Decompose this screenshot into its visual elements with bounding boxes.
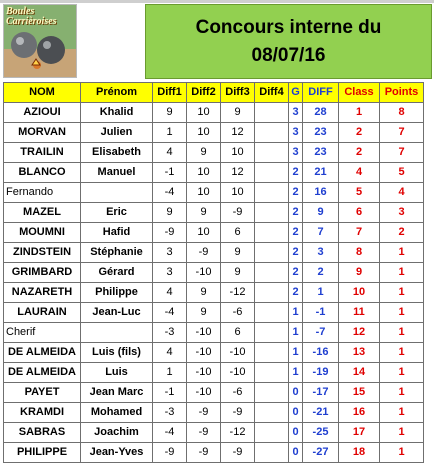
table-row xyxy=(4,143,424,163)
header-diff2[interactable]: Diff2 xyxy=(187,83,221,103)
cell-diff1[interactable]: 4 xyxy=(153,143,187,163)
cell-diff1[interactable]: 9 xyxy=(153,203,187,223)
cell-diff3[interactable]: -9 xyxy=(221,443,255,463)
cell-diff2[interactable]: -10 xyxy=(187,263,221,283)
cell-diff4[interactable] xyxy=(255,203,289,223)
table-row xyxy=(4,423,424,443)
cell-nom[interactable]: Cherif xyxy=(4,323,81,343)
cell-points[interactable]: 1 xyxy=(380,383,424,403)
cell-class[interactable]: 17 xyxy=(339,423,380,443)
cell-diff3[interactable]: 9 xyxy=(221,263,255,283)
header-prenom[interactable]: Prénom xyxy=(81,83,153,103)
cell-class[interactable]: 13 xyxy=(339,343,380,363)
cell-diff3[interactable]: 9 xyxy=(221,103,255,123)
cell-diff4[interactable] xyxy=(255,243,289,263)
table-row xyxy=(4,283,424,303)
cell-diff-total[interactable]: -1 xyxy=(303,303,339,323)
cell-prenom[interactable]: Mohamed xyxy=(81,403,153,423)
cell-points[interactable]: 1 xyxy=(380,363,424,383)
cell-prenom[interactable]: Manuel xyxy=(81,163,153,183)
table-body xyxy=(4,103,424,463)
cell-g[interactable]: 1 xyxy=(289,343,303,363)
header-diff3[interactable]: Diff3 xyxy=(221,83,255,103)
cell-diff2[interactable]: -9 xyxy=(187,403,221,423)
cell-prenom[interactable]: Elisabeth xyxy=(81,143,153,163)
cell-prenom[interactable]: Julien xyxy=(81,123,153,143)
cell-diff-total[interactable]: 23 xyxy=(303,123,339,143)
cell-diff-total[interactable]: -16 xyxy=(303,343,339,363)
cell-nom[interactable]: KRAMDI xyxy=(4,403,81,423)
cell-diff4[interactable] xyxy=(255,323,289,343)
cell-class[interactable]: 5 xyxy=(339,183,380,203)
cell-diff2[interactable]: -9 xyxy=(187,243,221,263)
cell-nom[interactable]: BLANCO xyxy=(4,163,81,183)
cell-g[interactable]: 1 xyxy=(289,363,303,383)
cell-diff1[interactable]: 9 xyxy=(153,103,187,123)
cell-points[interactable]: 1 xyxy=(380,303,424,323)
cell-diff4[interactable] xyxy=(255,363,289,383)
cell-diff1[interactable]: -1 xyxy=(153,383,187,403)
cell-points[interactable]: 1 xyxy=(380,263,424,283)
cell-points[interactable]: 1 xyxy=(380,243,424,263)
cell-points[interactable]: 1 xyxy=(380,423,424,443)
cell-g[interactable]: 3 xyxy=(289,143,303,163)
cell-diff-total[interactable]: 23 xyxy=(303,143,339,163)
table-row xyxy=(4,363,424,383)
cell-diff4[interactable] xyxy=(255,103,289,123)
cell-nom[interactable]: PHILIPPE xyxy=(4,443,81,463)
table-row xyxy=(4,303,424,323)
cell-diff1[interactable]: -4 xyxy=(153,303,187,323)
cell-diff3[interactable]: 10 xyxy=(221,183,255,203)
cell-diff4[interactable] xyxy=(255,143,289,163)
table-row xyxy=(4,443,424,463)
title-line-1: Concours interne du xyxy=(195,17,382,38)
cell-g[interactable]: 0 xyxy=(289,443,303,463)
cell-diff4[interactable] xyxy=(255,443,289,463)
table-row xyxy=(4,323,424,343)
table-row xyxy=(4,263,424,283)
cell-diff4[interactable] xyxy=(255,423,289,443)
cell-diff1[interactable]: -9 xyxy=(153,443,187,463)
club-logo xyxy=(3,4,77,78)
cell-diff-total[interactable]: -17 xyxy=(303,383,339,403)
cell-points[interactable]: 1 xyxy=(380,443,424,463)
cell-class[interactable]: 14 xyxy=(339,363,380,383)
cell-g[interactable]: 2 xyxy=(289,163,303,183)
header-diff1[interactable]: Diff1 xyxy=(153,83,187,103)
cell-nom[interactable]: LAURAIN xyxy=(4,303,81,323)
cell-diff4[interactable] xyxy=(255,263,289,283)
header-class[interactable]: Class xyxy=(339,83,380,103)
cell-diff2[interactable]: 10 xyxy=(187,183,221,203)
cell-diff-total[interactable]: 9 xyxy=(303,203,339,223)
cell-diff3[interactable]: 12 xyxy=(221,123,255,143)
cell-diff2[interactable]: -9 xyxy=(187,423,221,443)
cell-points[interactable]: 7 xyxy=(380,143,424,163)
cell-diff1[interactable]: 3 xyxy=(153,263,187,283)
cell-prenom[interactable] xyxy=(81,323,153,343)
cell-diff-total[interactable]: 7 xyxy=(303,223,339,243)
table-row xyxy=(4,163,424,183)
cell-points[interactable]: 1 xyxy=(380,283,424,303)
table-row xyxy=(4,403,424,423)
cell-diff4[interactable] xyxy=(255,283,289,303)
cell-diff-total[interactable]: -21 xyxy=(303,403,339,423)
cell-g[interactable]: 3 xyxy=(289,123,303,143)
cell-diff3[interactable]: 10 xyxy=(221,143,255,163)
cell-diff3[interactable]: -6 xyxy=(221,383,255,403)
table-row xyxy=(4,103,424,123)
cell-diff1[interactable]: -1 xyxy=(153,163,187,183)
header-points[interactable]: Points xyxy=(380,83,424,103)
cell-class[interactable]: 8 xyxy=(339,243,380,263)
cell-nom[interactable]: TRAILIN xyxy=(4,143,81,163)
cell-g[interactable]: 2 xyxy=(289,183,303,203)
cell-diff2[interactable]: -10 xyxy=(187,343,221,363)
cell-points[interactable]: 8 xyxy=(380,103,424,123)
cell-nom[interactable]: GRIMBARD xyxy=(4,263,81,283)
cell-diff3[interactable]: 12 xyxy=(221,163,255,183)
cell-class[interactable]: 6 xyxy=(339,203,380,223)
cell-class[interactable]: 1 xyxy=(339,103,380,123)
title-banner xyxy=(145,4,432,79)
cell-g[interactable]: 0 xyxy=(289,383,303,403)
cell-diff1[interactable]: -3 xyxy=(153,323,187,343)
cell-diff4[interactable] xyxy=(255,163,289,183)
cell-diff-total[interactable]: -27 xyxy=(303,443,339,463)
logo-text: Boules Carrièroises xyxy=(6,6,57,27)
cell-nom[interactable]: MAZEL xyxy=(4,203,81,223)
cell-points[interactable]: 2 xyxy=(380,223,424,243)
cell-g[interactable]: 1 xyxy=(289,323,303,343)
cell-class[interactable]: 12 xyxy=(339,323,380,343)
cell-diff2[interactable]: -10 xyxy=(187,323,221,343)
cell-diff2[interactable]: 10 xyxy=(187,123,221,143)
cell-g[interactable]: 2 xyxy=(289,223,303,243)
cell-prenom[interactable]: Philippe xyxy=(81,283,153,303)
cell-points[interactable]: 3 xyxy=(380,203,424,223)
cell-class[interactable]: 9 xyxy=(339,263,380,283)
table-row xyxy=(4,123,424,143)
cell-g[interactable]: 1 xyxy=(289,303,303,323)
title-line-2: 08/07/16 xyxy=(251,45,326,66)
cell-diff3[interactable]: -9 xyxy=(221,403,255,423)
table-row xyxy=(4,243,424,263)
cell-points[interactable]: 7 xyxy=(380,123,424,143)
cell-points[interactable]: 1 xyxy=(380,343,424,363)
cell-class[interactable]: 16 xyxy=(339,403,380,423)
cell-diff2[interactable]: 9 xyxy=(187,203,221,223)
cell-class[interactable]: 11 xyxy=(339,303,380,323)
cell-diff3[interactable]: -10 xyxy=(221,343,255,363)
cell-prenom[interactable]: Hafid xyxy=(81,223,153,243)
cell-diff2[interactable]: 10 xyxy=(187,223,221,243)
cell-class[interactable]: 4 xyxy=(339,163,380,183)
cell-diff-total[interactable]: -25 xyxy=(303,423,339,443)
cell-prenom[interactable]: Joachim xyxy=(81,423,153,443)
table-row xyxy=(4,183,424,203)
cell-diff1[interactable]: -4 xyxy=(153,183,187,203)
cell-diff2[interactable]: -10 xyxy=(187,363,221,383)
cell-points[interactable]: 4 xyxy=(380,183,424,203)
cell-diff1[interactable]: 4 xyxy=(153,343,187,363)
table-row xyxy=(4,383,424,403)
cell-diff2[interactable]: 9 xyxy=(187,303,221,323)
cell-diff3[interactable]: -6 xyxy=(221,303,255,323)
cell-g[interactable]: 2 xyxy=(289,263,303,283)
header-g[interactable]: G xyxy=(289,83,303,103)
cell-g[interactable]: 3 xyxy=(289,103,303,123)
cell-diff-total[interactable]: 21 xyxy=(303,163,339,183)
cell-nom[interactable]: MORVAN xyxy=(4,123,81,143)
cell-diff1[interactable]: 4 xyxy=(153,283,187,303)
cell-nom[interactable]: PAYET xyxy=(4,383,81,403)
cell-diff1[interactable]: -3 xyxy=(153,403,187,423)
cell-g[interactable]: 0 xyxy=(289,403,303,423)
top-divider xyxy=(0,0,434,3)
cell-points[interactable]: 1 xyxy=(380,323,424,343)
cell-diff-total[interactable]: 2 xyxy=(303,263,339,283)
table-row xyxy=(4,343,424,363)
cell-diff-total[interactable]: -19 xyxy=(303,363,339,383)
cell-diff-total[interactable]: 1 xyxy=(303,283,339,303)
cell-g[interactable]: 0 xyxy=(289,423,303,443)
header-diff4[interactable]: Diff4 xyxy=(255,83,289,103)
cell-diff4[interactable] xyxy=(255,403,289,423)
cell-nom[interactable]: SABRAS xyxy=(4,423,81,443)
cell-nom[interactable]: DE ALMEIDA xyxy=(4,363,81,383)
cell-g[interactable]: 2 xyxy=(289,243,303,263)
cell-diff2[interactable]: 10 xyxy=(187,103,221,123)
cell-diff3[interactable]: -9 xyxy=(221,203,255,223)
header-nom[interactable]: NOM xyxy=(4,83,81,103)
cell-diff-total[interactable]: 16 xyxy=(303,183,339,203)
cell-prenom[interactable]: Khalid xyxy=(81,103,153,123)
cell-diff2[interactable]: -10 xyxy=(187,383,221,403)
cell-prenom[interactable]: Stéphanie xyxy=(81,243,153,263)
cell-class[interactable]: 2 xyxy=(339,143,380,163)
cell-diff-total[interactable]: 3 xyxy=(303,243,339,263)
cell-diff3[interactable]: 9 xyxy=(221,243,255,263)
cell-diff2[interactable]: 9 xyxy=(187,143,221,163)
cell-diff3[interactable]: -10 xyxy=(221,363,255,383)
cell-diff3[interactable]: 6 xyxy=(221,323,255,343)
cell-class[interactable]: 7 xyxy=(339,223,380,243)
cell-diff4[interactable] xyxy=(255,303,289,323)
cell-prenom[interactable]: Jean-Yves xyxy=(81,443,153,463)
cell-class[interactable]: 2 xyxy=(339,123,380,143)
cell-nom[interactable]: DE ALMEIDA xyxy=(4,343,81,363)
cell-nom[interactable]: AZIOUI xyxy=(4,103,81,123)
cell-prenom[interactable]: Eric xyxy=(81,203,153,223)
results-table xyxy=(3,82,424,463)
cell-diff3[interactable]: -12 xyxy=(221,283,255,303)
cell-diff1[interactable]: -4 xyxy=(153,423,187,443)
cell-prenom[interactable]: Luis (fils) xyxy=(81,343,153,363)
header-row xyxy=(4,83,424,103)
cell-prenom[interactable]: Jean-Luc xyxy=(81,303,153,323)
cell-points[interactable]: 5 xyxy=(380,163,424,183)
cell-prenom[interactable]: Jean Marc xyxy=(81,383,153,403)
cell-g[interactable]: 2 xyxy=(289,203,303,223)
cell-diff1[interactable]: 1 xyxy=(153,363,187,383)
cell-diff1[interactable]: -9 xyxy=(153,223,187,243)
cell-diff4[interactable] xyxy=(255,343,289,363)
cell-diff3[interactable]: 6 xyxy=(221,223,255,243)
cell-class[interactable]: 18 xyxy=(339,443,380,463)
cell-diff4[interactable] xyxy=(255,223,289,243)
header-diff-total[interactable]: DIFF xyxy=(303,83,339,103)
cell-class[interactable]: 15 xyxy=(339,383,380,403)
cell-nom[interactable]: ZINDSTEIN xyxy=(4,243,81,263)
cell-diff2[interactable]: -9 xyxy=(187,443,221,463)
table-row xyxy=(4,203,424,223)
cell-nom[interactable]: Fernando xyxy=(4,183,81,203)
table-row xyxy=(4,223,424,243)
cell-prenom[interactable]: Luis xyxy=(81,363,153,383)
cell-diff1[interactable]: 1 xyxy=(153,123,187,143)
cell-g[interactable]: 2 xyxy=(289,283,303,303)
cell-diff3[interactable]: -12 xyxy=(221,423,255,443)
cell-diff2[interactable]: 9 xyxy=(187,283,221,303)
cell-class[interactable]: 10 xyxy=(339,283,380,303)
cell-diff4[interactable] xyxy=(255,383,289,403)
cell-prenom[interactable]: Gérard xyxy=(81,263,153,283)
cell-diff4[interactable] xyxy=(255,123,289,143)
cell-nom[interactable]: MOUMNI xyxy=(4,223,81,243)
cell-nom[interactable]: NAZARETH xyxy=(4,283,81,303)
cell-diff2[interactable]: 10 xyxy=(187,163,221,183)
cell-diff-total[interactable]: -7 xyxy=(303,323,339,343)
cell-diff4[interactable] xyxy=(255,183,289,203)
cell-prenom[interactable] xyxy=(81,183,153,203)
cell-diff1[interactable]: 3 xyxy=(153,243,187,263)
cell-points[interactable]: 1 xyxy=(380,403,424,423)
cell-diff-total[interactable]: 28 xyxy=(303,103,339,123)
